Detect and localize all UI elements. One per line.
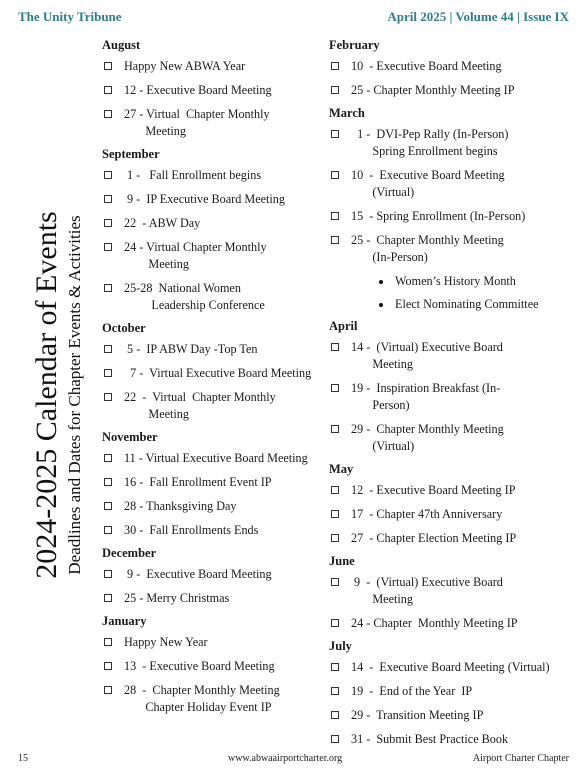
event-item	[329, 530, 569, 547]
event-text: 29 - Chapter Monthly Meeting (Virtual)	[351, 422, 504, 453]
event-item	[329, 339, 569, 373]
checkbox-bullet-icon	[104, 393, 112, 401]
event-item	[102, 341, 327, 358]
event-item	[329, 574, 569, 608]
event-item	[102, 566, 327, 583]
checkbox-bullet-icon	[331, 62, 339, 70]
event-text: 24 - Chapter Monthly Meeting IP	[351, 616, 518, 630]
event-text: 27 - Virtual Chapter Monthly Meeting	[124, 107, 270, 138]
month-heading: February	[329, 38, 380, 52]
event-item	[102, 106, 327, 140]
checkbox-bullet-icon	[331, 711, 339, 719]
checkbox-bullet-icon	[104, 195, 112, 203]
month-heading: December	[102, 546, 157, 560]
event-item	[329, 506, 569, 523]
event-text: Happy New Year	[124, 635, 208, 649]
event-text: 25 - Chapter Monthly Meeting (In-Person)	[351, 233, 504, 264]
publication-title: The Unity Tribune	[18, 9, 122, 24]
event-item	[102, 634, 327, 651]
bullet-dot-icon	[379, 303, 383, 307]
event-item	[102, 522, 327, 539]
website-url: www.abwaairportcharter.org	[228, 753, 343, 764]
checkbox-bullet-icon	[104, 369, 112, 377]
event-text: 25 - Chapter Monthly Meeting IP	[351, 83, 515, 97]
event-text: 19 - End of the Year IP	[351, 684, 473, 698]
event-subitem	[329, 296, 569, 313]
checkbox-bullet-icon	[104, 478, 112, 486]
event-text: 24 - Virtual Chapter Monthly Meeting	[124, 240, 267, 271]
bullet-dot-icon	[379, 280, 383, 284]
event-text: 5 - IP ABW Day -Top Ten	[124, 342, 258, 356]
event-text: 28 - Thanksgiving Day	[124, 499, 237, 513]
event-item	[102, 215, 327, 232]
side-title-rotated	[30, 211, 86, 578]
checkbox-bullet-icon	[104, 284, 112, 292]
page-footer	[18, 753, 569, 767]
event-item	[329, 731, 569, 748]
checkbox-bullet-icon	[104, 86, 112, 94]
event-item	[329, 208, 569, 225]
month-heading: November	[102, 430, 158, 444]
month-heading: March	[329, 106, 365, 120]
event-text: 11 - Virtual Executive Board Meeting	[124, 451, 308, 465]
checkbox-bullet-icon	[331, 578, 339, 586]
event-text: 9 - (Virtual) Executive Board Meeting	[354, 575, 503, 606]
event-text: 1 - Fall Enrollment begins	[124, 168, 262, 182]
checkbox-bullet-icon	[331, 534, 339, 542]
event-text: 14 - (Virtual) Executive Board Meeting	[351, 340, 503, 371]
event-item	[329, 707, 569, 724]
event-subitem	[329, 273, 569, 290]
subitem-text: Elect Nominating Committee	[395, 297, 539, 311]
event-text: 10 - Executive Board Meeting (Virtual)	[351, 168, 505, 199]
month-heading: January	[102, 614, 147, 628]
event-item	[102, 280, 327, 314]
checkbox-bullet-icon	[104, 526, 112, 534]
calendar-subtitle: Deadlines and Dates for Chapter Events & Activities	[65, 215, 84, 575]
calendar-title: 2024-2025 Calendar of Events	[30, 211, 63, 579]
event-text: 25 - Merry Christmas	[124, 591, 230, 605]
month-heading: April	[329, 319, 358, 333]
chapter-name: Airport Charter Chapter	[472, 753, 569, 764]
event-item	[329, 232, 569, 266]
event-text: 13 - Executive Board Meeting	[124, 659, 275, 673]
checkbox-bullet-icon	[104, 110, 112, 118]
event-item	[102, 58, 327, 75]
event-item	[102, 450, 327, 467]
checkbox-bullet-icon	[331, 425, 339, 433]
event-text: 14 - Executive Board Meeting (Virtual)	[351, 660, 550, 674]
month-heading: May	[329, 462, 354, 476]
side-title	[18, 60, 98, 730]
checkbox-bullet-icon	[104, 171, 112, 179]
event-item	[329, 167, 569, 201]
checkbox-bullet-icon	[331, 619, 339, 627]
event-text: 30 - Fall Enrollments Ends	[124, 523, 259, 537]
event-text: 29 - Transition Meeting IP	[351, 708, 484, 722]
event-item	[329, 421, 569, 455]
checkbox-bullet-icon	[331, 130, 339, 138]
event-item	[102, 167, 327, 184]
event-text: 16 - Fall Enrollment Event IP	[124, 475, 272, 489]
event-text: 22 - Virtual Chapter Monthly Meeting	[124, 390, 276, 421]
event-item	[329, 82, 569, 99]
event-item	[102, 590, 327, 607]
checkbox-bullet-icon	[104, 454, 112, 462]
event-text: 10 - Executive Board Meeting	[351, 59, 502, 73]
checkbox-bullet-icon	[104, 638, 112, 646]
event-text: 22 - ABW Day	[124, 216, 201, 230]
event-item	[329, 380, 569, 414]
checkbox-bullet-icon	[331, 212, 339, 220]
checkbox-bullet-icon	[331, 735, 339, 743]
event-item	[329, 58, 569, 75]
event-item	[329, 615, 569, 632]
checkbox-bullet-icon	[331, 510, 339, 518]
event-text: 12 - Executive Board Meeting	[124, 83, 272, 97]
month-heading: August	[102, 38, 141, 52]
event-text: Happy New ABWA Year	[124, 59, 246, 73]
event-text: 28 - Chapter Monthly Meeting Chapter Holiday Event IP	[124, 683, 280, 714]
checkbox-bullet-icon	[104, 570, 112, 578]
checkbox-bullet-icon	[331, 687, 339, 695]
checkbox-bullet-icon	[104, 219, 112, 227]
event-item	[329, 482, 569, 499]
checkbox-bullet-icon	[104, 62, 112, 70]
event-item	[102, 474, 327, 491]
event-text: 9 - Executive Board Meeting	[124, 567, 272, 581]
event-text: 31 - Submit Best Practice Book	[351, 732, 509, 746]
event-item	[102, 239, 327, 273]
checkbox-bullet-icon	[331, 486, 339, 494]
event-item	[102, 682, 327, 716]
month-heading: July	[329, 639, 352, 653]
checkbox-bullet-icon	[331, 171, 339, 179]
calendar-column-left	[102, 32, 327, 723]
checkbox-bullet-icon	[104, 243, 112, 251]
event-item	[329, 126, 569, 160]
issue-info: April 2025 | Volume 44 | Issue IX	[387, 9, 569, 24]
checkbox-bullet-icon	[104, 502, 112, 510]
event-text: 17 - Chapter 47th Anniversary	[351, 507, 503, 521]
calendar-column-right	[329, 32, 569, 755]
month-heading: October	[102, 321, 146, 335]
month-heading: June	[329, 554, 355, 568]
event-item	[102, 191, 327, 208]
event-item	[329, 659, 569, 676]
event-item	[102, 365, 327, 382]
page-number: 15	[18, 753, 28, 764]
event-text: 15 - Spring Enrollment (In-Person)	[351, 209, 526, 223]
event-text: 12 - Executive Board Meeting IP	[351, 483, 516, 497]
checkbox-bullet-icon	[331, 86, 339, 94]
event-text: 19 - Inspiration Breakfast (In- Person)	[351, 381, 501, 412]
event-text: 7 - Virtual Executive Board Meeting	[124, 366, 312, 380]
checkbox-bullet-icon	[104, 662, 112, 670]
checkbox-bullet-icon	[331, 663, 339, 671]
checkbox-bullet-icon	[104, 345, 112, 353]
checkbox-bullet-icon	[331, 236, 339, 244]
event-item	[102, 82, 327, 99]
checkbox-bullet-icon	[104, 594, 112, 602]
event-item	[102, 389, 327, 423]
event-item	[102, 498, 327, 515]
subitem-text: Women’s History Month	[395, 274, 516, 288]
checkbox-bullet-icon	[331, 343, 339, 351]
month-heading: September	[102, 147, 160, 161]
checkbox-bullet-icon	[104, 686, 112, 694]
event-text: 9 - IP Executive Board Meeting	[124, 192, 285, 206]
checkbox-bullet-icon	[331, 384, 339, 392]
event-text: 25-28 National Women Leadership Conference	[124, 281, 265, 312]
page-header	[18, 9, 569, 27]
event-item	[102, 658, 327, 675]
event-item	[329, 683, 569, 700]
event-text: 1 - DVI-Pep Rally (In-Person) Spring Enrollment begins	[357, 127, 509, 158]
event-text: 27 - Chapter Election Meeting IP	[351, 531, 517, 545]
